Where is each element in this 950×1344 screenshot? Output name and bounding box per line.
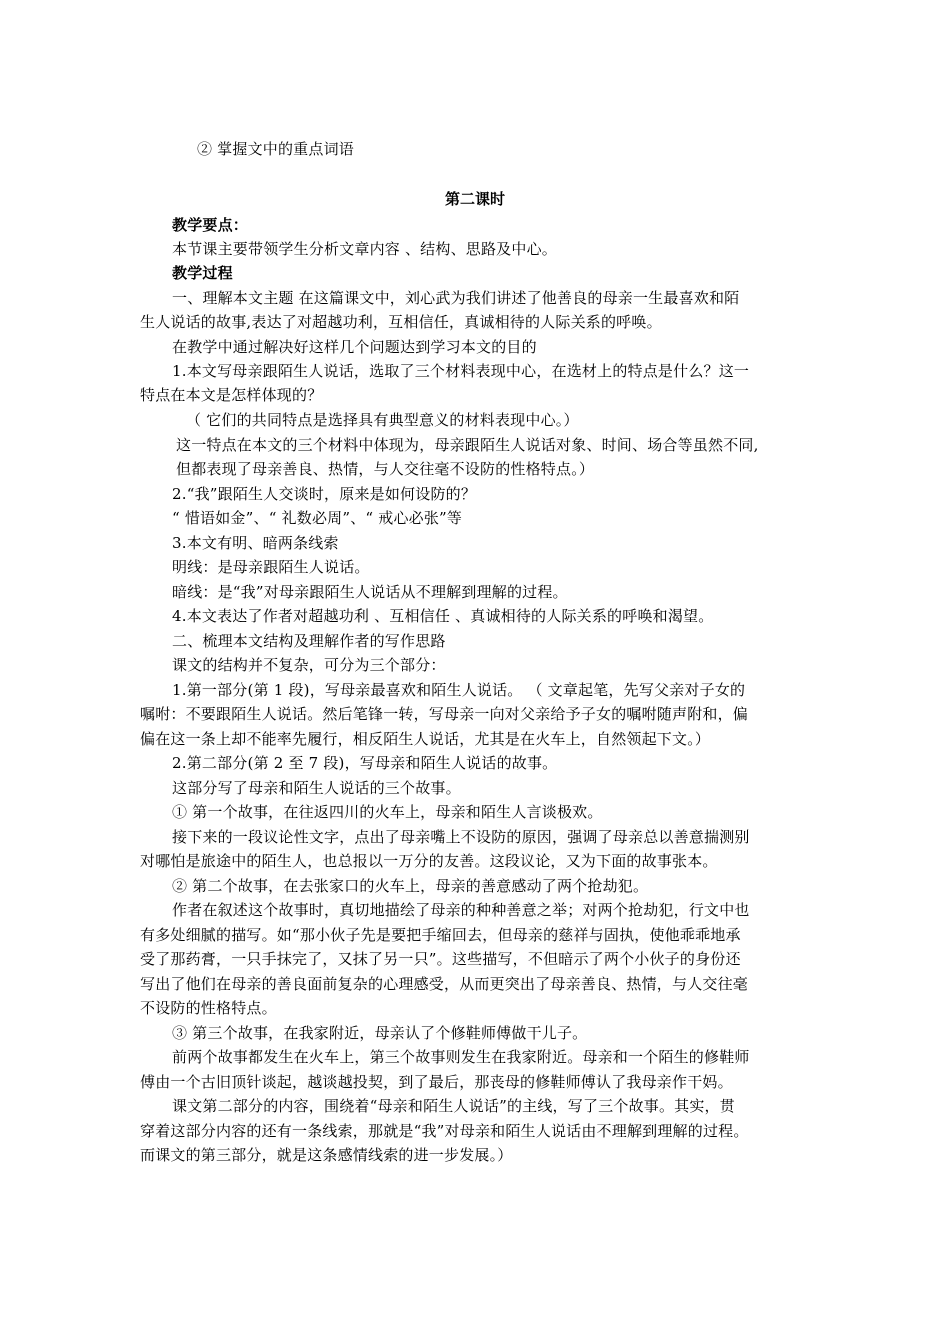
paragraph-line: 对哪怕是旅途中的陌生人，也总报以一万分的友善。这段议论，又为下面的故事张本。 — [140, 852, 718, 870]
paragraph-line: 穿着这部分内容的还有一条线索，那就是“我”对母亲和陌生人说话由不理解到理解的过程。 — [140, 1122, 749, 1140]
paragraph-line: 暗线：是“我”对母亲跟陌生人说话从不理解到理解的过程。 — [172, 583, 568, 601]
paragraph-line: （ 它们的共同特点是选择具有典型意义的材料表现中心。） — [186, 411, 579, 429]
paragraph-line: 在教学中通过解决好这样几个问题达到学习本文的目的 — [172, 338, 537, 356]
paragraph-line: 课文第二部分的内容，围绕着“母亲和陌生人说话”的主线，写了三个故事。其实，贯 — [172, 1097, 735, 1115]
paragraph-line: 而课文的第三部分，就是这条感情线索的进一步发展。） — [140, 1146, 513, 1164]
heading-teaching-process: 教学过程 — [172, 264, 233, 282]
paragraph-line: 明线：是母亲跟陌生人说话。 — [172, 558, 370, 576]
paragraph-line: 作者在叙述这个故事时，真切地描绘了母亲的种种善意之举；对两个抢劫犯，行文中也 — [172, 901, 750, 919]
paragraph-line: ② 第二个故事，在去张家口的火车上，母亲的善意感动了两个抢劫犯。 — [172, 877, 649, 895]
paragraph-line: 2.第二部分(第 2 至 7 段)，写母亲和陌生人说话的故事。 — [172, 754, 558, 772]
paragraph-line: 一、理解本文主题 在这篇课文中，刘心武为我们讲述了他善良的母亲一生最喜欢和陌 — [172, 289, 740, 307]
paragraph-line: 课文的结构并不复杂，可分为三个部分： — [172, 656, 446, 674]
paragraph-line: 二、梳理本文结构及理解作者的写作思路 — [172, 632, 446, 650]
paragraph-line: 本节课主要带领学生分析文章内容 、结构、思路及中心。 — [172, 240, 557, 258]
paragraph-line: 偏在这一条上却不能率先履行，相反陌生人说话，尤其是在火车上，自然领起下文。） — [140, 730, 711, 748]
paragraph-line: 写出了他们在母亲的善良面前复杂的心理感受，从而更突出了母亲善良、热情，与人交往毫 — [140, 975, 749, 993]
paragraph-line: 生人说话的故事,表达了对超越功利，互相信任，真诚相待的人际关系的呼唤。 — [140, 313, 662, 331]
paragraph-line: “ 惜语如金”、“ 礼数必周”、“ 戒心必张”等 — [172, 509, 463, 527]
paragraph-line: 受了那药膏，一只手抹完了，又抹了另一只”。这些描写，不但暗示了两个小伙子的身份还 — [140, 950, 741, 968]
paragraph-line: 不设防的性格特点。 — [140, 999, 277, 1017]
paragraph-line: 嘱咐：不要跟陌生人说话。然后笔锋一转，写母亲一向对父亲给予子女的嘱咐随声附和，偏 — [140, 705, 749, 723]
paragraph-line: 3.本文有明、暗两条线索 — [172, 534, 339, 552]
paragraph-line: 4.本文表达了作者对超越功利 、互相信任 、真诚相待的人际关系的呼唤和渴望。 — [172, 607, 714, 625]
paragraph-line: ① 第一个故事，在往返四川的火车上，母亲和陌生人言谈极欢。 — [172, 803, 603, 821]
section-title: 第二课时 — [444, 190, 505, 208]
objective-item-2: ② 掌握文中的重点词语 — [197, 140, 354, 158]
paragraph-line: 2.“我”跟陌生人交谈时，原来是如何设防的？ — [172, 485, 477, 503]
paragraph-line: 1.本文写母亲跟陌生人说话，选取了三个材料表现中心，在选材上的特点是什么？这一 — [172, 362, 750, 380]
paragraph-line: 特点在本文是怎样体现的？ — [140, 386, 323, 404]
paragraph-line: 这部分写了母亲和陌生人说话的三个故事。 — [172, 779, 461, 797]
paragraph-line: 1.第一部分(第 1 段)，写母亲最喜欢和陌生人说话。 （ 文章起笔，先写父亲对子女的 — [172, 681, 746, 699]
paragraph-line: 前两个故事都发生在火车上，第三个故事则发生在我家附近。母亲和一个陌生的修鞋师 — [172, 1048, 750, 1066]
paragraph-line: 有多处细腻的描写。如“那小伙子先是要把手缩回去，但母亲的慈祥与固执，使他乖乖地承 — [140, 926, 741, 944]
heading-teaching-points: 教学要点： — [172, 216, 249, 234]
paragraph-line: 傅由一个古旧顶针谈起，越谈越投契，到了最后，那丧母的修鞋师傅认了我母亲作干妈。 — [140, 1073, 733, 1091]
paragraph-line: 这一特点在本文的三个材料中体现为，母亲跟陌生人说话对象、时间、场合等虽然不同, — [176, 436, 759, 454]
paragraph-line: 接下来的一段议论性文字，点出了母亲嘴上不设防的原因，强调了母亲总以善意揣测别 — [172, 828, 750, 846]
paragraph-line: ③ 第三个故事，在我家附近，母亲认了个修鞋师傅做干儿子。 — [172, 1024, 588, 1042]
paragraph-line: 但都表现了母亲善良、热情，与人交往毫不设防的性格特点。） — [176, 460, 595, 478]
